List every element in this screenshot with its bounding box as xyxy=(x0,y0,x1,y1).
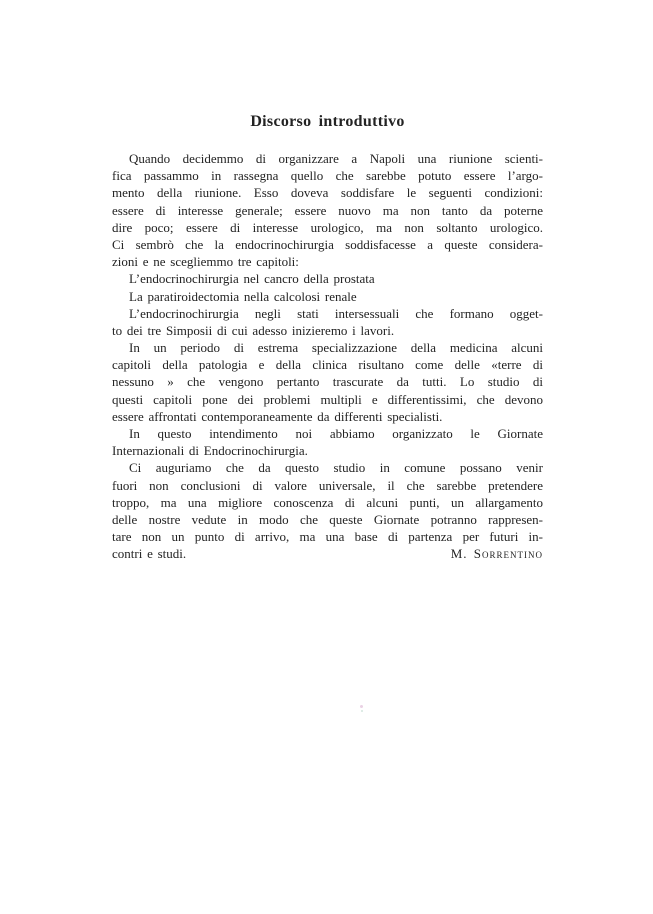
text-line: In questo intendimento noi abbiamo organizzato le Giornate xyxy=(129,426,543,441)
text-line: L’endocrinochirurgia negli stati intersessuali che formano ogget- xyxy=(129,305,543,321)
text-line: Quando decidemmo di organizzare a Napoli una riunione scienti- xyxy=(129,151,543,166)
text-line: Ci sembrò che la endocrinochirurgia soddisfacesse a queste considera- xyxy=(112,236,543,252)
text-line: mento della riunione. Esso doveva soddisfare le seguenti condizioni: xyxy=(112,185,543,201)
text-line: delle nostre vedute in modo che queste Giornate potranno rappresen- xyxy=(112,511,543,527)
text-block xyxy=(112,112,543,563)
text-line: La paratiroidectomia nella calcolosi renale xyxy=(129,288,357,304)
text-line: zioni e ne scegliemmo tre capitoli: xyxy=(112,254,299,270)
text-line: dire poco; essere di interesse urologico, ma non soltanto urologico. xyxy=(112,219,543,235)
author-signature: M. Sorrentino xyxy=(450,546,543,562)
text-line xyxy=(112,545,543,562)
scan-speckle xyxy=(361,710,363,712)
text-line: essere di interesse generale; essere nuovo ma non tanto da poterne xyxy=(112,202,543,218)
text-line: capitoli della patologia e della clinica risultano come delle «terre di xyxy=(112,357,543,373)
closing-text: contri e studi. xyxy=(112,546,187,562)
text-line: essere affrontati contemporaneamente da differenti specialisti. xyxy=(112,408,443,424)
text-line: In un periodo di estrema specializzazione della medicina alcuni xyxy=(129,340,543,356)
text-line: L’endocrinochirurgia nel cancro della prostata xyxy=(129,271,375,287)
text-line: troppo, ma una migliore conoscenza di alcuni punti, un allargamento xyxy=(112,494,543,510)
text-line: questi capitoli pone dei problemi multipli e differentissimi, che devono xyxy=(112,391,543,407)
scan-speckle xyxy=(360,705,363,708)
text-line: nessuno » che vengono pertanto trascurate da tutti. Lo studio di xyxy=(112,374,543,390)
text-line: to dei tre Simposii di cui adesso inizieremo i lavori. xyxy=(112,322,395,338)
text-line: fuori non conclusioni di valore universale, il che sarebbe pretendere xyxy=(112,477,543,493)
text-line: Internazionali di Endocrinochirurgia. xyxy=(112,443,308,459)
text-line: Ci auguriamo che da questo studio in comune possano venir xyxy=(129,460,543,476)
page-title: Discorso introduttivo xyxy=(250,113,405,130)
text-line: tare non un punto di arrivo, ma una base di partenza per futuri in- xyxy=(112,529,543,545)
text-line: fica passammo in rassegna quello che sarebbe potuto essere l’argo- xyxy=(112,168,543,184)
